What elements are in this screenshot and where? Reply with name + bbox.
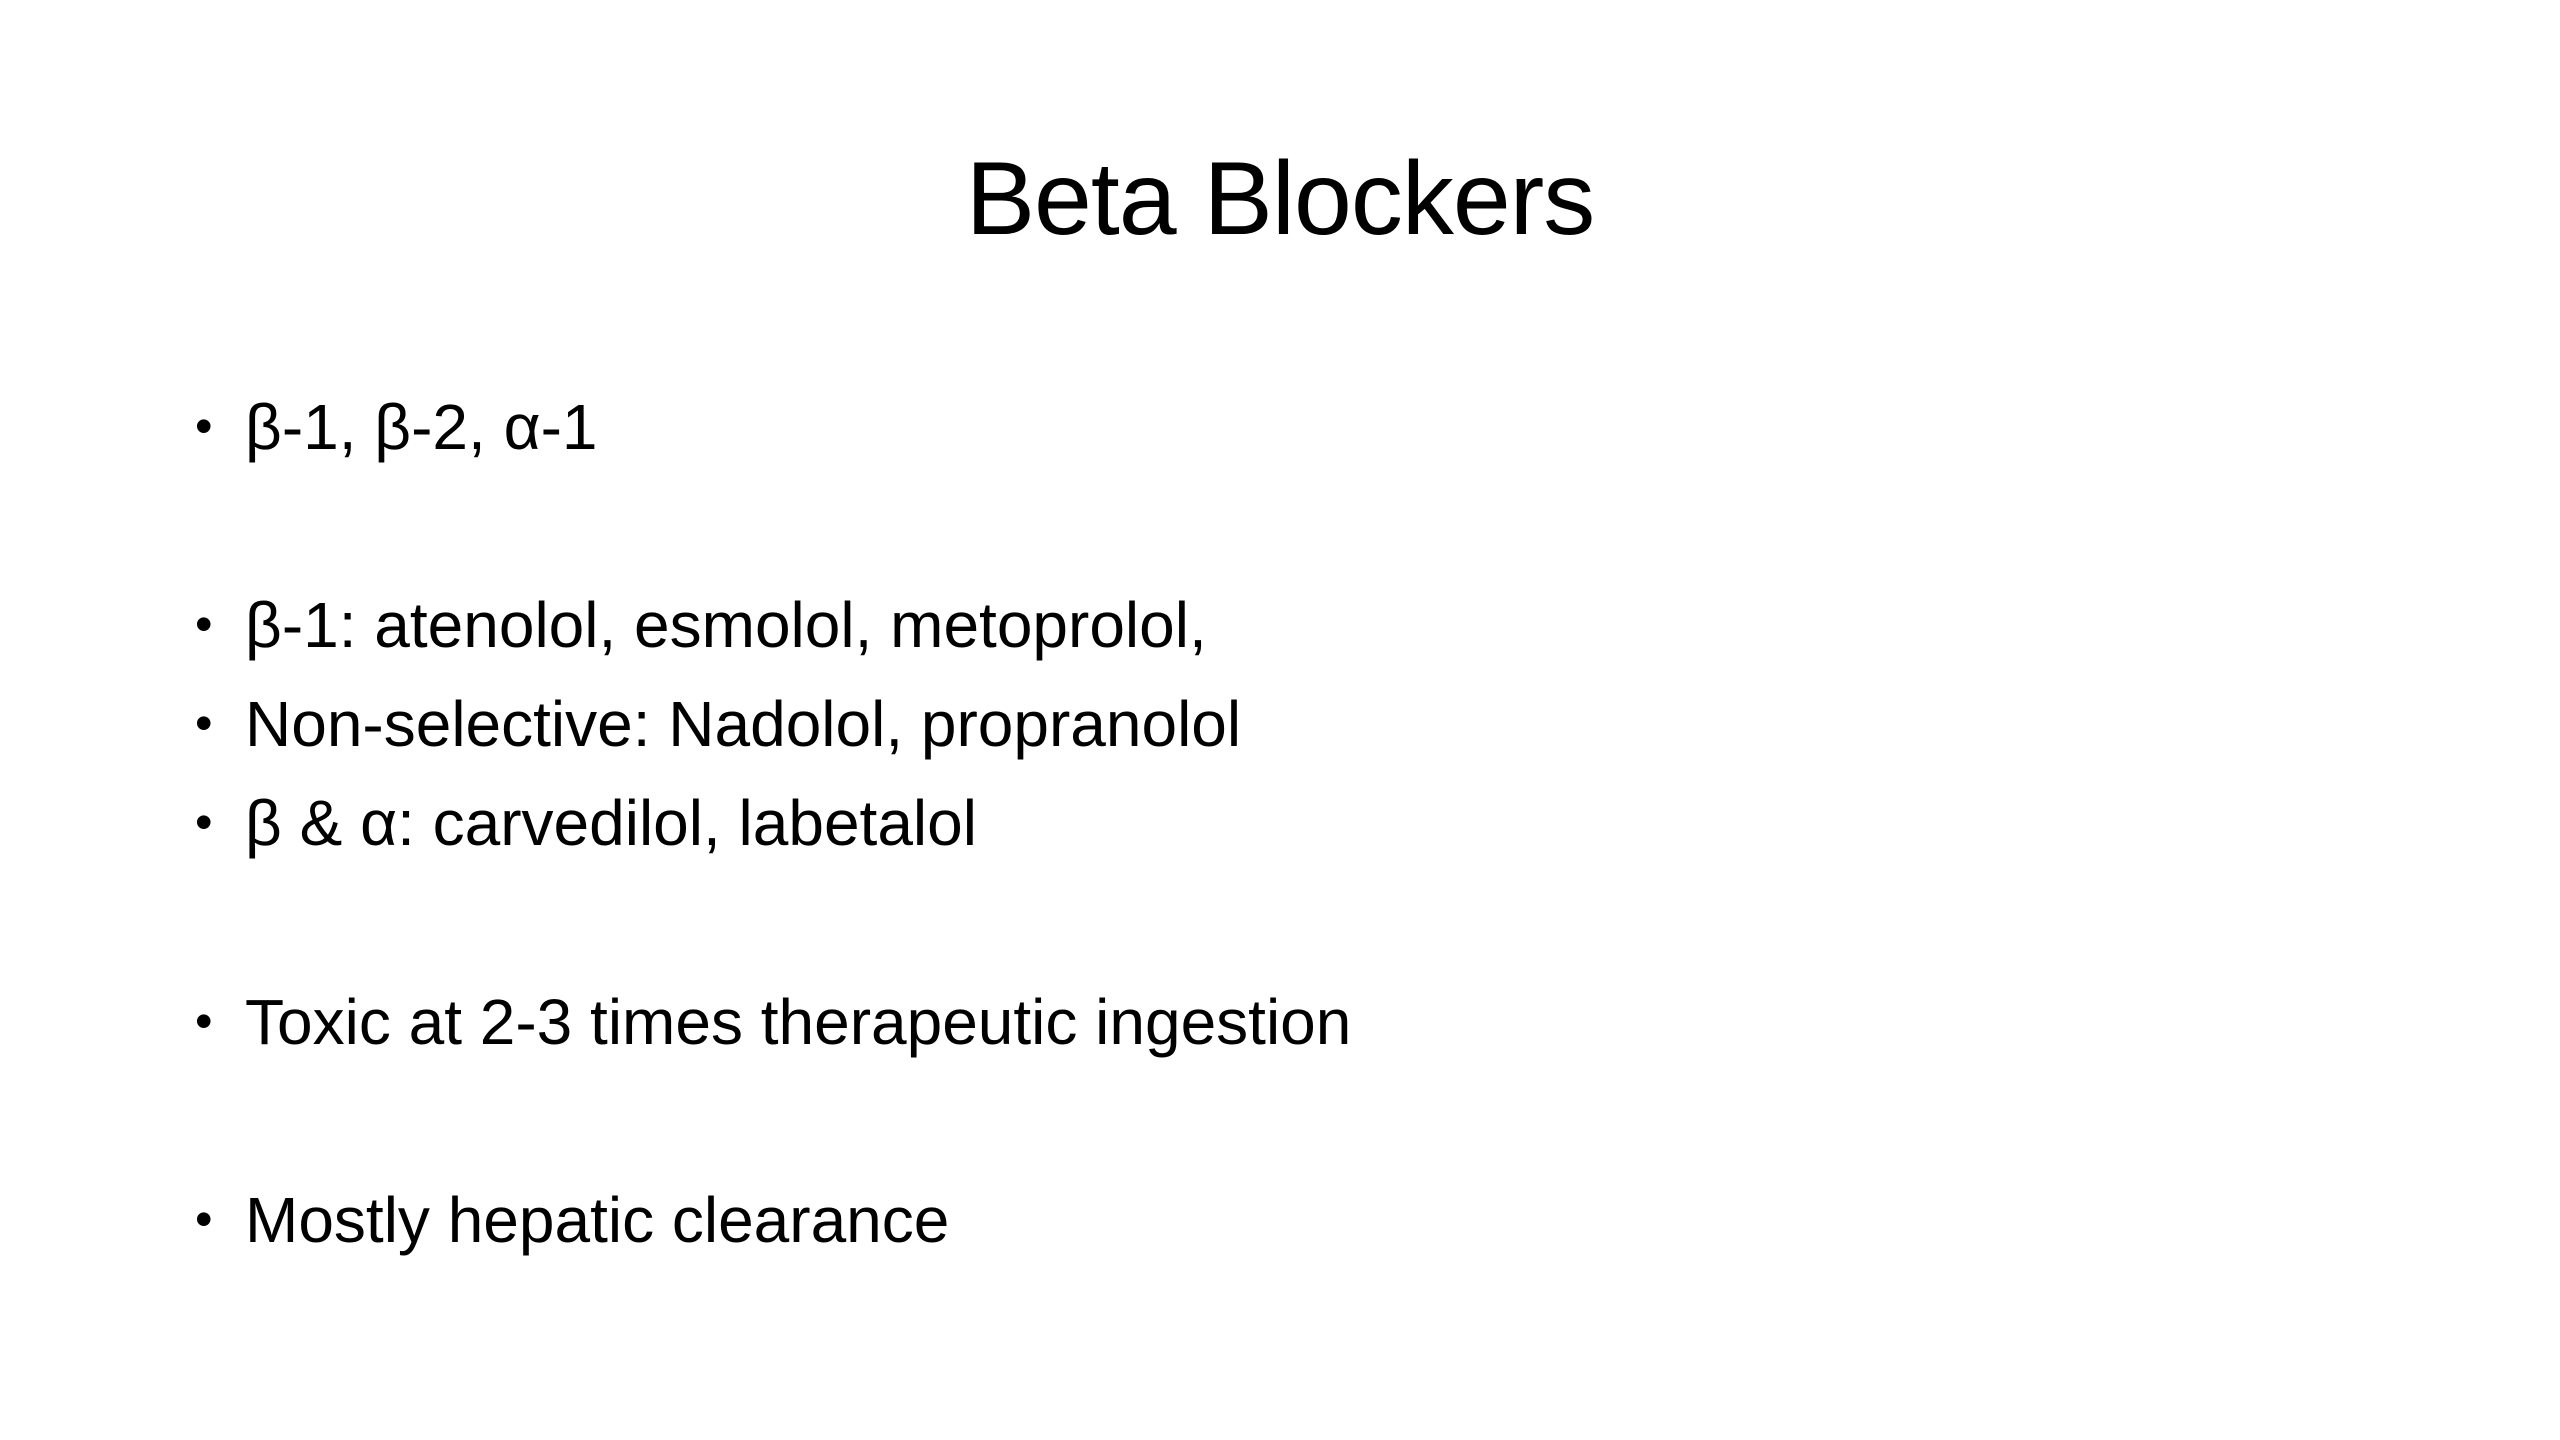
bullet-icon: •: [195, 794, 213, 850]
bullet-text: Mostly hepatic clearance: [245, 1184, 950, 1256]
bullet-icon: •: [195, 596, 213, 652]
bullet-text: Toxic at 2-3 times therapeutic ingestion: [245, 986, 1352, 1058]
bullet-icon: •: [195, 993, 213, 1049]
bullet-item-beta-alpha: [195, 787, 977, 859]
bullet-text: Non-selective: Nadolol, propranolol: [245, 688, 1242, 760]
bullet-item-receptors: [195, 391, 598, 463]
bullet-item-non-selective: [195, 688, 1242, 760]
bullet-item-beta1-selective: [195, 589, 1207, 661]
bullet-text: β-1: atenolol, esmolol, metoprolol,: [245, 589, 1207, 661]
bullet-icon: •: [195, 1191, 213, 1247]
bullet-icon: •: [195, 398, 213, 454]
bullet-text: β-1, β-2, α-1: [245, 391, 598, 463]
bullet-item-clearance: [195, 1184, 950, 1256]
bullet-text: β & α: carvedilol, labetalol: [245, 787, 977, 859]
bullet-item-toxicity: [195, 986, 1352, 1058]
slide-title: Beta Blockers: [965, 141, 1595, 257]
bullet-icon: •: [195, 695, 213, 751]
